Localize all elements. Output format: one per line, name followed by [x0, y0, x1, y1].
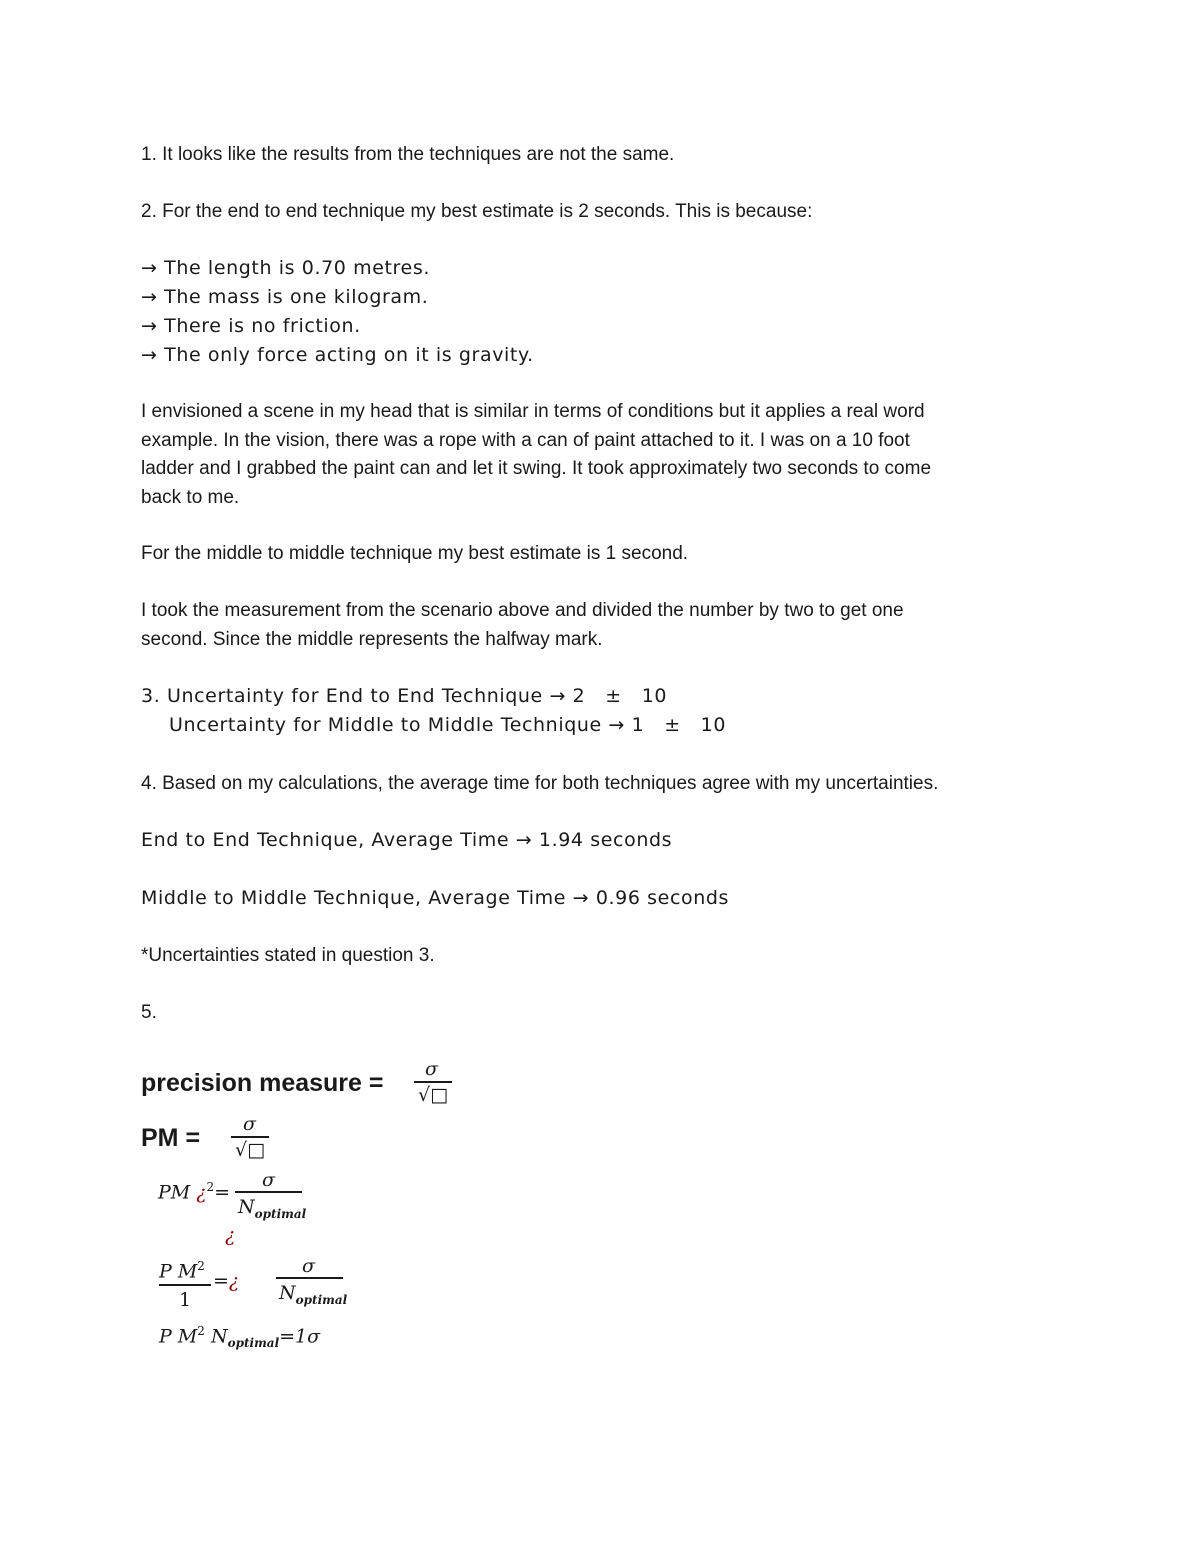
- scenario-paragraph: [141, 398, 1051, 512]
- bullet-gravity: → The only force acting on it is gravity.: [141, 344, 534, 366]
- scenario-line: example. In the vision, there was a rope with a can of paint attached to it. I was on a 10 foot: [141, 429, 910, 451]
- middle-estimate: For the middle to middle technique my best estimate is 1 second.: [141, 543, 689, 564]
- average-middle: Middle to Middle Technique, Average Time → 0.96 seconds: [141, 887, 730, 909]
- optimal-subscript: optimal: [254, 1206, 307, 1221]
- fraction-bar: [235, 1191, 302, 1193]
- optimal-subscript: optimal: [295, 1292, 348, 1307]
- superscript-2: 2: [197, 1324, 205, 1338]
- n-optimal: [238, 1196, 306, 1221]
- average-end: End to End Technique, Average Time → 1.94 seconds: [141, 829, 673, 851]
- bullet-length: → The length is 0.70 metres.: [141, 257, 430, 279]
- halving-paragraph: [141, 597, 1051, 654]
- red-glyph: ¿: [228, 1270, 240, 1292]
- bullet-friction: → There is no friction.: [141, 315, 361, 337]
- n-symbol: N: [238, 1196, 255, 1218]
- red-glyph: ¿: [196, 1181, 207, 1204]
- n-symbol: N: [279, 1282, 296, 1304]
- answer-3-middle: Uncertainty for Middle to Middle Technique → 1 ± 10: [169, 714, 727, 736]
- pm-symbol: P M: [159, 1260, 198, 1283]
- denominator-one: 1: [179, 1289, 192, 1311]
- sqrt-placeholder: √□: [235, 1139, 266, 1161]
- answer-1: 1. It looks like the results from the techniques are not the same.: [141, 144, 675, 165]
- superscript-2: 2: [206, 1180, 215, 1194]
- sigma-symbol: σ: [425, 1058, 438, 1080]
- bullet-mass: → The mass is one kilogram.: [141, 286, 429, 308]
- n-optimal: [279, 1282, 347, 1307]
- sigma-symbol: σ: [302, 1255, 315, 1277]
- optimal-subscript: optimal: [227, 1336, 280, 1351]
- precision-measure-label: precision measure =: [141, 1069, 384, 1097]
- uncertainty-note: *Uncertainties stated in question 3.: [141, 945, 435, 966]
- equals-sign: =: [213, 1270, 229, 1292]
- superscript-2: 2: [197, 1259, 205, 1273]
- halving-line: I took the measurement from the scenario above and divided the number by two to get one: [141, 600, 904, 621]
- result-tail: =1σ: [279, 1325, 321, 1348]
- pm-symbol: P M: [159, 1325, 198, 1348]
- equation-line-5: [159, 1324, 320, 1350]
- red-glyph: ¿: [225, 1224, 236, 1246]
- scenario-line: I envisioned a scene in my head that is similar in terms of conditions but it applies a real word: [141, 401, 925, 422]
- answer-3-end: 3. Uncertainty for End to End Technique → 2 ± 10: [141, 685, 668, 707]
- answer-5-number: 5.: [141, 1002, 157, 1023]
- pm-squared: [159, 1259, 205, 1282]
- sigma-symbol: σ: [243, 1113, 256, 1135]
- n-symbol: N: [210, 1325, 228, 1348]
- equation-line-3: [158, 1180, 230, 1203]
- fraction-bar: [231, 1136, 269, 1138]
- pm-symbol: PM: [158, 1181, 191, 1204]
- sigma-symbol: σ: [262, 1169, 275, 1191]
- answer-2-intro: 2. For the end to end technique my best estimate is 2 seconds. This is because:: [141, 201, 813, 222]
- halving-line: second. Since the middle represents the halfway mark.: [141, 628, 603, 650]
- fraction-bar: [414, 1081, 452, 1083]
- fraction-bar: [276, 1277, 343, 1279]
- sqrt-placeholder: √□: [418, 1084, 449, 1106]
- equals-glyph: [213, 1270, 239, 1292]
- pm-label: PM =: [141, 1124, 201, 1152]
- answer-4: 4. Based on my calculations, the average time for both techniques agree with my uncertainties.: [141, 773, 939, 794]
- scenario-line: back to me.: [141, 486, 240, 508]
- fraction-bar: [159, 1284, 211, 1286]
- scenario-line: ladder and I grabbed the paint can and let it swing. It took approximately two seconds to come: [141, 458, 932, 479]
- equals-sign: =: [214, 1181, 231, 1204]
